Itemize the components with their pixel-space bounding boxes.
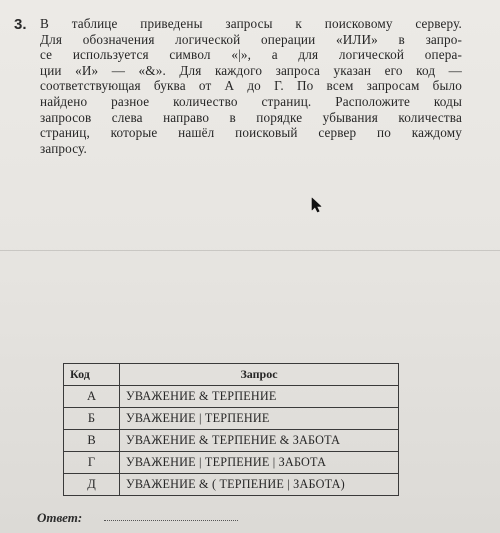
query-code-cell: Г bbox=[64, 452, 120, 474]
query-code-cell: Д bbox=[64, 474, 120, 496]
task-text-line: ции «И» — «&». Для каждого запроса указан его код — bbox=[40, 62, 462, 78]
task-text-line: соответствующая буква от А до Г. По всем запросам было bbox=[40, 78, 462, 94]
mouse-pointer-icon bbox=[311, 197, 323, 213]
table-row bbox=[64, 452, 399, 474]
table-row bbox=[64, 408, 399, 430]
query-code-cell: А bbox=[64, 386, 120, 408]
table-row bbox=[64, 430, 399, 452]
task-text-line: В таблице приведены запросы к поисковому серверу. bbox=[40, 16, 462, 31]
answer-field[interactable] bbox=[104, 520, 238, 521]
task-text-line: запросу. bbox=[40, 140, 87, 156]
task-text-line: се используется символ «|», а для логической опера- bbox=[40, 47, 462, 63]
answer-label: Ответ: bbox=[37, 510, 83, 525]
query-code-cell: Б bbox=[64, 408, 120, 430]
table-row bbox=[64, 474, 399, 496]
query-text-cell: УВАЖЕНИЕ & ТЕРПЕНИЕ bbox=[120, 386, 399, 408]
table-header-row bbox=[64, 364, 399, 386]
query-text-cell: УВАЖЕНИЕ & ТЕРПЕНИЕ & ЗАБОТА bbox=[120, 430, 399, 452]
task-text-line: Для обозначения логической операции «ИЛИ» в запро- bbox=[40, 31, 462, 47]
query-text-cell: УВАЖЕНИЕ | ТЕРПЕНИЕ | ЗАБОТА bbox=[120, 452, 399, 474]
query-text-cell: УВАЖЕНИЕ & ( ТЕРПЕНИЕ | ЗАБОТА) bbox=[120, 474, 399, 496]
task-text-line: запросов слева направо в порядке убывания количества bbox=[40, 109, 462, 125]
task-description bbox=[40, 16, 462, 156]
query-text-cell: УВАЖЕНИЕ | ТЕРПЕНИЕ bbox=[120, 408, 399, 430]
task-text-line: найдено разное количество страниц. Расположите коды bbox=[40, 93, 462, 109]
column-header-query: Запрос bbox=[120, 364, 399, 386]
table-row bbox=[64, 386, 399, 408]
column-header-code: Код bbox=[64, 364, 120, 386]
section-divider bbox=[0, 250, 500, 251]
task-text-line: страниц, которые нашёл поисковый сервер по каждому bbox=[40, 125, 462, 141]
query-code-cell: В bbox=[64, 430, 120, 452]
queries-table bbox=[63, 363, 399, 496]
task-number: 3. bbox=[14, 16, 27, 33]
